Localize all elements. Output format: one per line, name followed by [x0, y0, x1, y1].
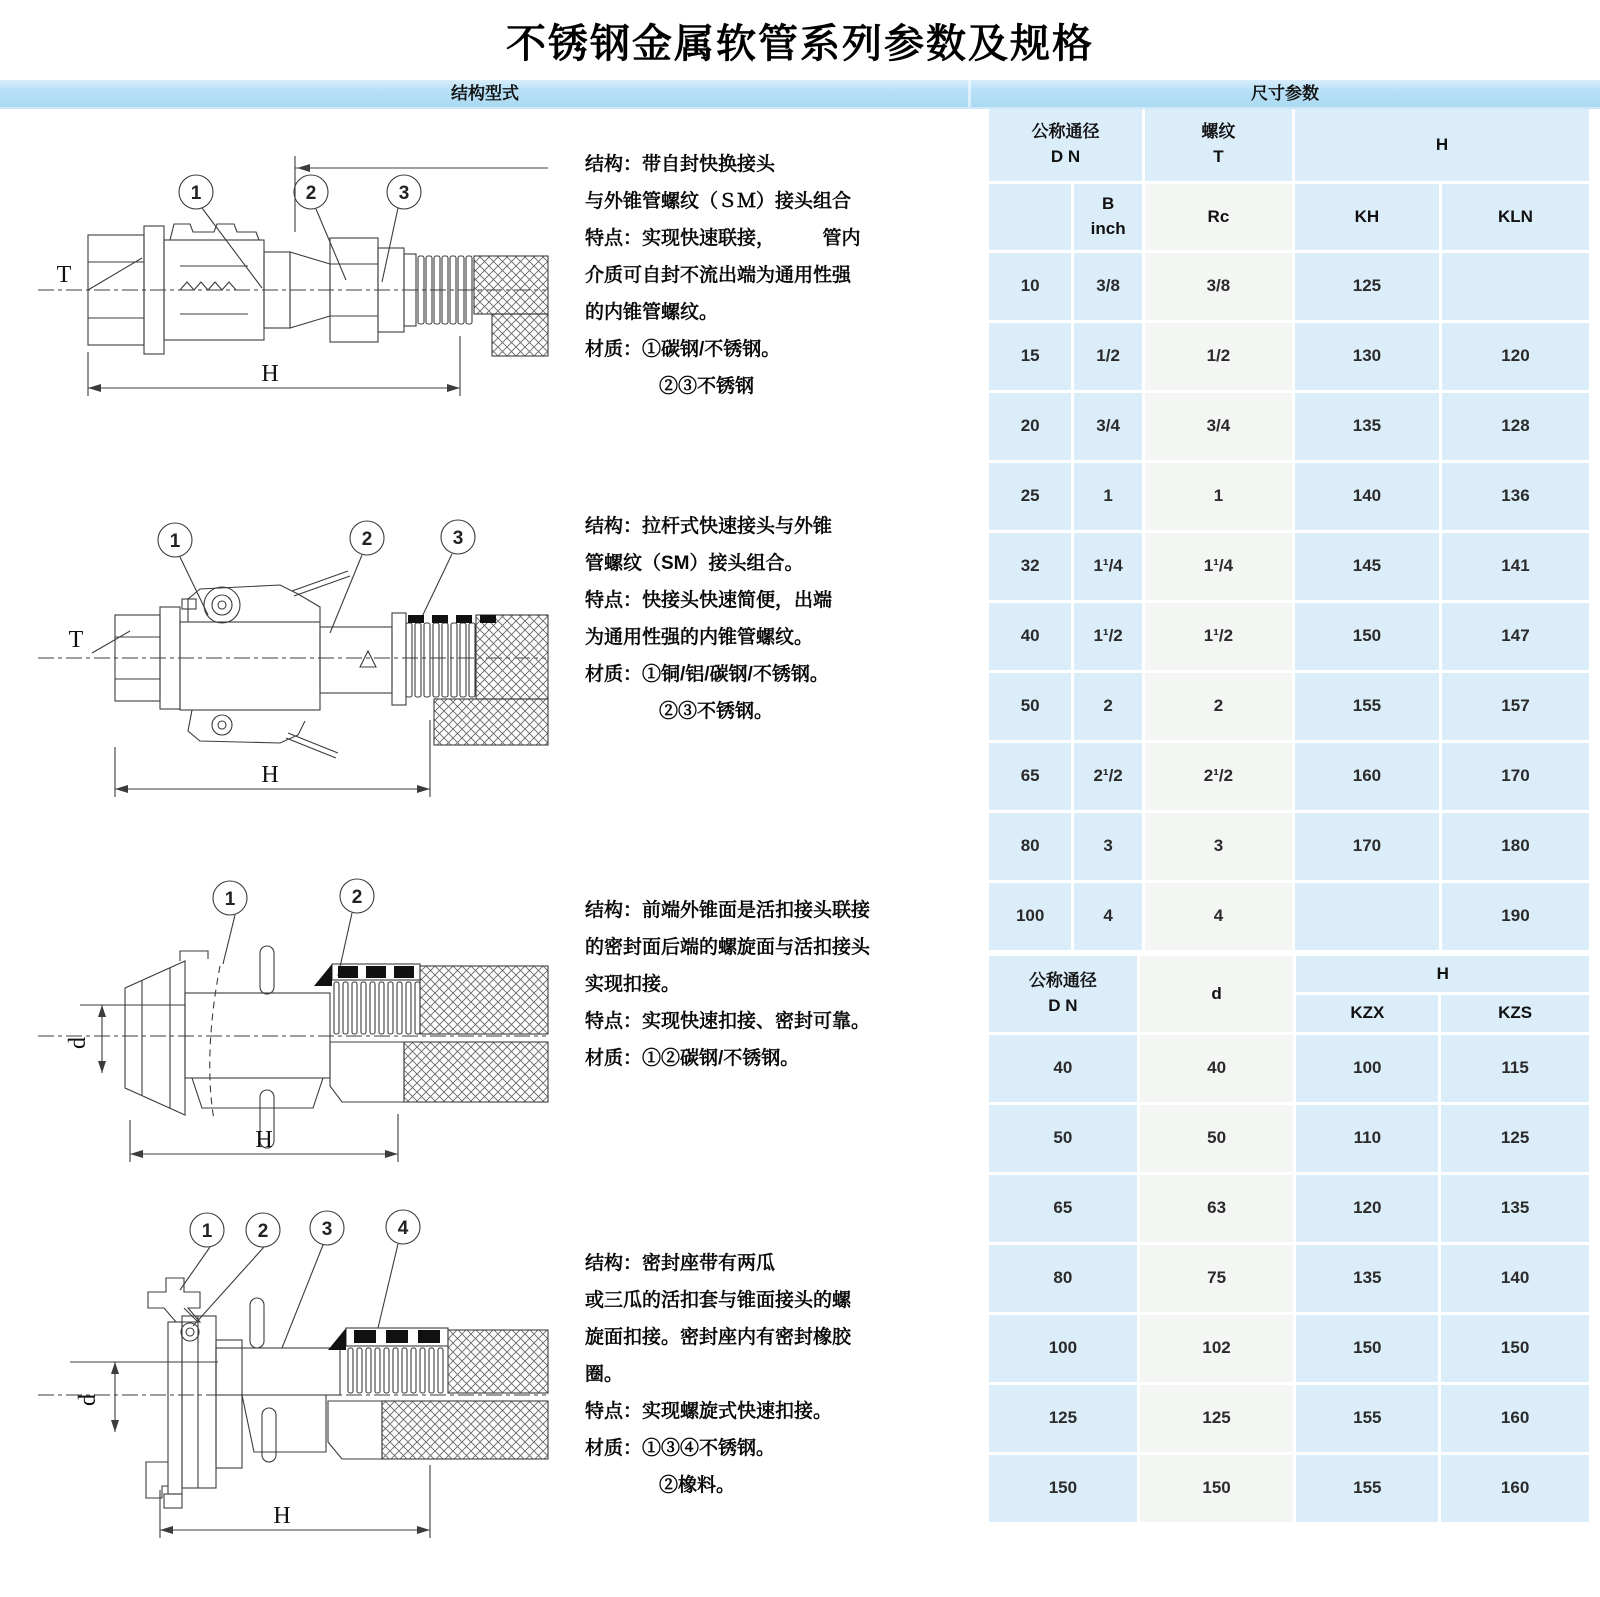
spec-cell: 3/8: [1145, 253, 1292, 320]
spec-row: [989, 1245, 1589, 1312]
callout-number: 3: [452, 528, 464, 549]
spec-cell: 141: [1442, 533, 1589, 600]
desc-line: 特点：实现螺旋式快速扣接。: [585, 1401, 833, 1422]
technical-drawing-4: [30, 1190, 550, 1550]
spec-cell: [1295, 883, 1439, 950]
callout-number: 1: [190, 183, 202, 204]
technical-drawing-3: [30, 858, 550, 1178]
spec-cell: 100: [1296, 1035, 1438, 1102]
spec-row: [989, 603, 1589, 670]
spec-cell: 1/2: [1074, 323, 1142, 390]
callout-number: 4: [397, 1218, 409, 1239]
spec-cell: 1¹/4: [1074, 533, 1142, 600]
spec-row: [989, 1385, 1589, 1452]
technical-drawing-2: [30, 495, 550, 825]
spec-cell: 80: [989, 813, 1071, 880]
spec-cell: 3: [1074, 813, 1142, 880]
spec-cell: 2: [1145, 673, 1292, 740]
spec-cell: 150: [1441, 1315, 1589, 1382]
spec-cell: 32: [989, 533, 1071, 600]
desc-line: 结构：带自封快换接头: [585, 154, 776, 175]
header-dn: 公称通径 D N: [989, 109, 1142, 181]
dim-label-d: d: [65, 1037, 91, 1049]
spec-cell: 135: [1441, 1175, 1589, 1242]
header-kzs: KZS: [1441, 995, 1589, 1032]
desc-line: 材质：①铜/铝/碳钢/不锈钢。: [585, 664, 829, 685]
header-h: H: [1296, 956, 1589, 992]
desc-line: 的密封面后端的螺旋面与活扣接头: [585, 937, 871, 958]
spec-cell: 80: [989, 1245, 1137, 1312]
spec-cell: 115: [1441, 1035, 1589, 1102]
spec-cell: 20: [989, 393, 1071, 460]
spec-cell: 25: [989, 463, 1071, 530]
description-block-1: [585, 146, 995, 405]
spec-cell: 1¹/2: [1145, 603, 1292, 670]
spec-cell: 1¹/4: [1145, 533, 1292, 600]
spec-row: [989, 1175, 1589, 1242]
spec-cell: 100: [989, 883, 1071, 950]
desc-line: ②③不锈钢。: [659, 701, 774, 722]
dim-label-h: H: [261, 762, 279, 788]
technical-drawing-1: [30, 140, 550, 430]
spec-cell: 160: [1441, 1455, 1589, 1522]
desc-line: 为通用性强的内锥管螺纹。: [585, 627, 814, 648]
spec-cell: 120: [1296, 1175, 1438, 1242]
spec-cell: 125: [989, 1385, 1137, 1452]
desc-line: 旋面扣接。密封座内有密封橡胶: [585, 1327, 852, 1348]
spec-cell: 150: [1296, 1315, 1438, 1382]
spec-cell: 125: [1441, 1105, 1589, 1172]
spec-cell: 75: [1140, 1245, 1294, 1312]
header-b-inch: B inch: [1074, 184, 1142, 250]
spec-cell: 10: [989, 253, 1071, 320]
spec-cell: 150: [989, 1455, 1137, 1522]
spec-row: [989, 1455, 1589, 1522]
spec-cell: 155: [1296, 1455, 1438, 1522]
spec-row: [989, 673, 1589, 740]
desc-line: 结构：拉杆式快速接头与外锥: [585, 516, 833, 537]
spec-cell: 150: [1295, 603, 1439, 670]
spec-cell: 147: [1442, 603, 1589, 670]
spec-cell: 63: [1140, 1175, 1294, 1242]
desc-line: 的内锥管螺纹。: [585, 302, 719, 323]
spec-cell: 4: [1074, 883, 1142, 950]
description-block-2: [585, 508, 995, 730]
callout-number: 2: [257, 1221, 269, 1242]
spec-row: [989, 323, 1589, 390]
desc-line: 管螺纹（SM）接头组合。: [585, 553, 804, 574]
desc-line: 与外锥管螺纹（ＳＭ）接头组合: [585, 191, 852, 212]
spec-cell: 160: [1441, 1385, 1589, 1452]
spec-cell: 136: [1442, 463, 1589, 530]
spec-cell: 150: [1140, 1455, 1294, 1522]
spec-cell: 125: [1295, 253, 1439, 320]
spec-cell: 65: [989, 743, 1071, 810]
page-title: 不锈钢金属软管系列参数及规格: [506, 22, 1094, 66]
spec-row: [989, 533, 1589, 600]
spec-cell: 155: [1296, 1385, 1438, 1452]
callout-number: 1: [169, 531, 181, 552]
spec-cell: 157: [1442, 673, 1589, 740]
spec-cell: 40: [1140, 1035, 1294, 1102]
spec-cell: 50: [989, 1105, 1137, 1172]
spec-cell: 40: [989, 603, 1071, 670]
callout-number: 2: [351, 887, 363, 908]
header-dn: 公称通径 D N: [989, 956, 1137, 1032]
spec-cell: [1442, 253, 1589, 320]
header-thread: 螺纹 T: [1145, 109, 1292, 181]
spec-cell: 135: [1296, 1245, 1438, 1312]
desc-line: 实现扣接。: [585, 974, 681, 995]
desc-line: ②橡料。: [659, 1475, 736, 1496]
desc-line: 材质：①②碳钢/不锈钢。: [585, 1048, 800, 1069]
spec-row: [989, 1315, 1589, 1382]
dim-label-h: H: [261, 361, 279, 387]
spec-row: [989, 463, 1589, 530]
spec-cell: 125: [1140, 1385, 1294, 1452]
spec-cell: 170: [1442, 743, 1589, 810]
spec-cell: 1: [1074, 463, 1142, 530]
spec-cell: 120: [1442, 323, 1589, 390]
spec-cell: 2: [1074, 673, 1142, 740]
section-header-band: [0, 80, 1600, 109]
band-divider: [968, 80, 971, 107]
spec-cell: 140: [1441, 1245, 1589, 1312]
callout-number: 2: [305, 183, 317, 204]
callout-number: 3: [321, 1219, 333, 1240]
spec-row: [989, 393, 1589, 460]
spec-cell: 50: [1140, 1105, 1294, 1172]
spec-cell: 128: [1442, 393, 1589, 460]
header-kh: KH: [1295, 184, 1439, 250]
desc-line: 介质可自封不流出端为通用性强: [585, 265, 852, 286]
spec-panel: [986, 106, 1592, 1525]
header-rc: Rc: [1145, 184, 1292, 250]
spec-table-1: [986, 106, 1592, 953]
callout-number: 1: [224, 889, 236, 910]
dim-label-h: H: [273, 1503, 291, 1529]
spec-cell: 3/4: [1074, 393, 1142, 460]
desc-line: 特点：实现快速扣接、密封可靠。: [585, 1011, 871, 1032]
desc-line: ②③不锈钢: [659, 376, 755, 397]
spec-row: [989, 253, 1589, 320]
desc-line: 结构：密封座带有两瓜: [585, 1253, 776, 1274]
spec-cell: 4: [1145, 883, 1292, 950]
spec-cell: 3/8: [1074, 253, 1142, 320]
header-h: H: [1295, 109, 1589, 181]
spec-row: [989, 743, 1589, 810]
desc-line: 材质：①③④不锈钢。: [585, 1438, 776, 1459]
desc-line: 特点：实现快速联接， 管内: [585, 228, 861, 249]
spec-cell: 160: [1295, 743, 1439, 810]
band-left-label: 结构型式: [451, 84, 519, 103]
spec-cell: 155: [1295, 673, 1439, 740]
spec-cell: 100: [989, 1315, 1137, 1382]
header-d: d: [1140, 956, 1294, 1032]
band-right-label: 尺寸参数: [1251, 84, 1319, 103]
spec-cell: 135: [1295, 393, 1439, 460]
dim-label-d: d: [75, 1394, 101, 1406]
spec-row: [989, 1035, 1589, 1102]
spec-cell: 40: [989, 1035, 1137, 1102]
spec-cell: 170: [1295, 813, 1439, 880]
header-kln: KLN: [1442, 184, 1589, 250]
spec-cell: 140: [1295, 463, 1439, 530]
spec-row: [989, 883, 1589, 950]
dim-label-t: T: [56, 262, 72, 288]
spec-cell: 3: [1145, 813, 1292, 880]
spec-cell: 130: [1295, 323, 1439, 390]
callout-number: 1: [201, 1221, 213, 1242]
spec-cell: 50: [989, 673, 1071, 740]
desc-line: 材质：①碳钢/不锈钢。: [585, 339, 781, 360]
spec-table-2: [986, 953, 1592, 1525]
spec-cell: 180: [1442, 813, 1589, 880]
callout-number: 2: [361, 529, 373, 550]
header-kzx: KZX: [1296, 995, 1438, 1032]
desc-line: 特点：快接头快速简便，出端: [585, 590, 833, 611]
spec-cell: 1: [1145, 463, 1292, 530]
desc-line: 圈。: [585, 1364, 624, 1385]
dim-label-t: T: [68, 627, 84, 653]
header-empty: [989, 184, 1071, 250]
description-block-3: [585, 892, 995, 1077]
dim-label-h: H: [255, 1127, 273, 1153]
spec-cell: 1¹/2: [1074, 603, 1142, 670]
spec-cell: 2¹/2: [1145, 743, 1292, 810]
spec-cell: 110: [1296, 1105, 1438, 1172]
desc-line: 结构：前端外锥面是活扣接头联接: [585, 900, 871, 921]
spec-cell: 15: [989, 323, 1071, 390]
callout-number: 3: [398, 183, 410, 204]
spec-cell: 2¹/2: [1074, 743, 1142, 810]
desc-line: 或三瓜的活扣套与锥面接头的螺: [585, 1290, 852, 1311]
spec-cell: 1/2: [1145, 323, 1292, 390]
spec-cell: 3/4: [1145, 393, 1292, 460]
spec-cell: 102: [1140, 1315, 1294, 1382]
description-block-4: [585, 1245, 995, 1504]
spec-cell: 190: [1442, 883, 1589, 950]
spec-row: [989, 813, 1589, 880]
spec-cell: 145: [1295, 533, 1439, 600]
spec-row: [989, 1105, 1589, 1172]
spec-cell: 65: [989, 1175, 1137, 1242]
